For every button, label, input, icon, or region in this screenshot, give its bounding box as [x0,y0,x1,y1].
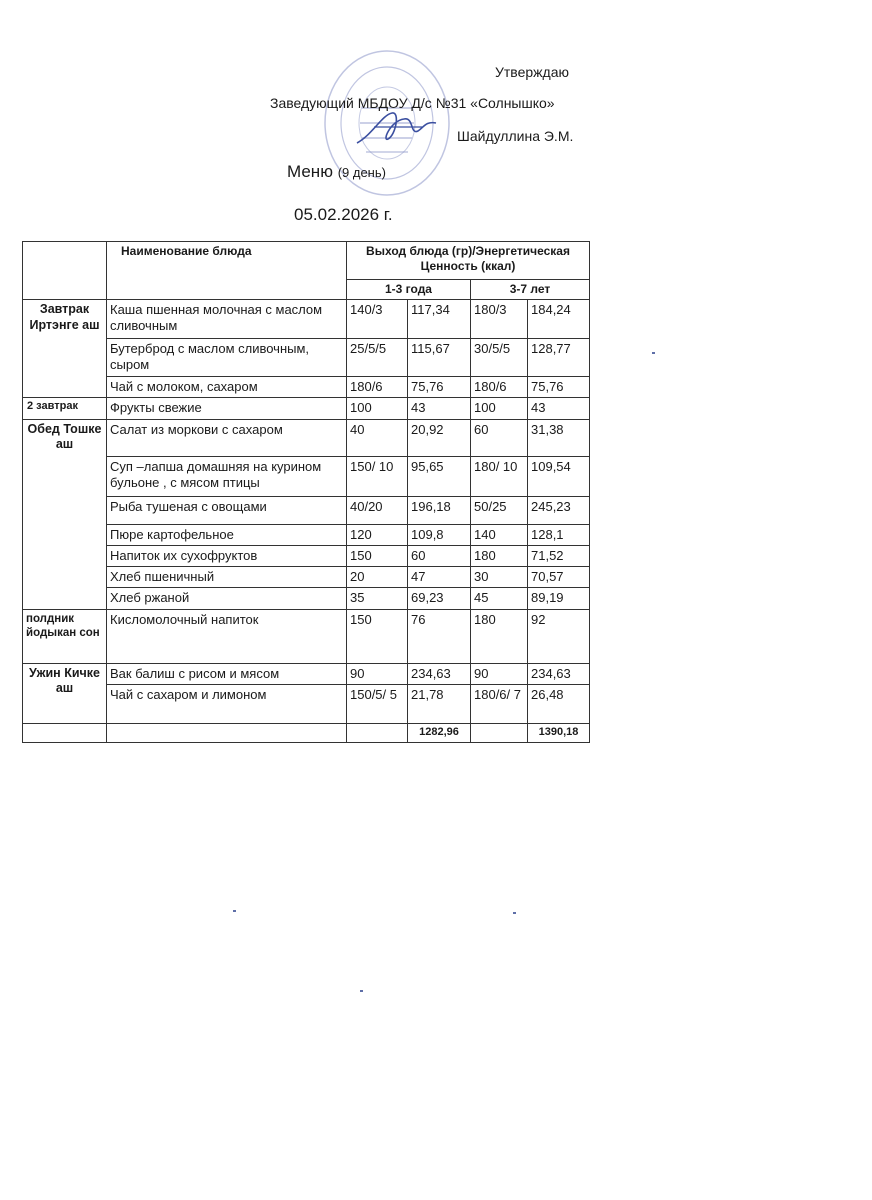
weight-2: 50/25 [471,496,528,524]
total-1: 1282,96 [408,723,471,742]
energy-2: 128,1 [528,524,590,545]
table-row [23,567,590,588]
menu-title-text: Меню [287,162,333,181]
table-row [23,684,590,723]
energy-1: 109,8 [408,524,471,545]
weight-1: 35 [347,588,408,609]
dish-cell: Рыба тушеная с овощами [107,496,347,524]
weight-1: 120 [347,524,408,545]
energy-1: 20,92 [408,419,471,456]
weight-2: 30/5/5 [471,339,528,377]
energy-2: 75,76 [528,377,590,398]
head-title: Заведующий МБДОУ Д/с №31 «Солнышко» [270,95,555,111]
table-row [23,456,590,496]
dish-cell: Напиток их сухофруктов [107,545,347,566]
table-row [23,609,590,663]
scan-speck [360,990,363,992]
dish-cell: Бутерброд с маслом сливочным, сыром [107,339,347,377]
energy-1: 76 [408,609,471,663]
signature [352,105,442,150]
table-row [23,377,590,398]
energy-2: 234,63 [528,663,590,684]
weight-1: 140/3 [347,300,408,339]
table-row [23,496,590,524]
weight-2: 180 [471,545,528,566]
approval-label: Утверждаю [495,64,569,80]
energy-1: 234,63 [408,663,471,684]
output-header: Выход блюда (гр)/Энергетическая Ценность (ккал) [347,242,590,280]
totals-row [23,723,590,742]
weight-1: 150 [347,609,408,663]
dish-cell: Фрукты свежие [107,398,347,419]
age-group-1: 1-3 года [347,280,471,300]
weight-2: 180/6 [471,377,528,398]
table-row [23,300,590,339]
meal-afternoon-snack: полдник йодыкан сон [23,609,107,663]
energy-2: 245,23 [528,496,590,524]
energy-1: 21,78 [408,684,471,723]
empty-cell [23,723,107,742]
weight-2: 60 [471,419,528,456]
weight-2: 180/6/ 7 [471,684,528,723]
weight-1: 25/5/5 [347,339,408,377]
table-row [23,588,590,609]
scan-speck [233,910,236,912]
dish-cell: Чай с молоком, сахаром [107,377,347,398]
weight-2: 90 [471,663,528,684]
weight-2: 140 [471,524,528,545]
meal-dinner: Ужин Кичке аш [23,663,107,723]
energy-1: 95,65 [408,456,471,496]
energy-1: 69,23 [408,588,471,609]
weight-1: 100 [347,398,408,419]
energy-1: 117,34 [408,300,471,339]
dish-cell: Каша пшенная молочная с маслом сливочным [107,300,347,339]
weight-2: 180/3 [471,300,528,339]
meal-header-cell [23,242,107,300]
dish-name-header: Наименование блюда [107,242,347,300]
energy-2: 70,57 [528,567,590,588]
weight-2: 45 [471,588,528,609]
weight-1: 40 [347,419,408,456]
energy-2: 128,77 [528,339,590,377]
meal-lunch: Обед Тошке аш [23,419,107,609]
energy-1: 43 [408,398,471,419]
meal-breakfast: Завтрак Иртэнге аш [23,300,107,398]
energy-2: 89,19 [528,588,590,609]
weight-2: 100 [471,398,528,419]
scan-speck [513,912,516,914]
energy-1: 60 [408,545,471,566]
total-2: 1390,18 [528,723,590,742]
dish-cell: Хлеб пшеничный [107,567,347,588]
energy-1: 75,76 [408,377,471,398]
energy-2: 71,52 [528,545,590,566]
menu-date: 05.02.2026 г. [294,205,393,224]
energy-2: 43 [528,398,590,419]
menu-table [22,241,590,743]
table-row [23,545,590,566]
weight-1: 20 [347,567,408,588]
meal-second-breakfast: 2 завтрак [23,398,107,419]
weight-1: 90 [347,663,408,684]
energy-2: 92 [528,609,590,663]
dish-cell: Чай с сахаром и лимоном [107,684,347,723]
dish-cell: Салат из моркови с сахаром [107,419,347,456]
menu-title [287,162,386,182]
empty-cell [107,723,347,742]
scan-speck [652,352,655,354]
weight-2: 180/ 10 [471,456,528,496]
weight-1: 150 [347,545,408,566]
weight-2: 180 [471,609,528,663]
table-row [23,419,590,456]
head-name: Шайдуллина Э.М. [457,128,574,144]
dish-cell: Пюре картофельное [107,524,347,545]
dish-cell: Суп –лапша домашняя на курином бульоне , с мясом птицы [107,456,347,496]
table-row [23,398,590,419]
empty-cell [471,723,528,742]
empty-cell [347,723,408,742]
energy-2: 26,48 [528,684,590,723]
dish-cell: Вак балиш с рисом и мясом [107,663,347,684]
table-row [23,524,590,545]
age-group-2: 3-7 лет [471,280,590,300]
weight-1: 180/6 [347,377,408,398]
energy-1: 115,67 [408,339,471,377]
weight-1: 150/ 10 [347,456,408,496]
table-row [23,663,590,684]
energy-2: 109,54 [528,456,590,496]
menu-subtitle: (9 день) [337,165,386,180]
dish-cell: Кисломолочный напиток [107,609,347,663]
weight-1: 150/5/ 5 [347,684,408,723]
dish-cell: Хлеб ржаной [107,588,347,609]
energy-1: 47 [408,567,471,588]
energy-1: 196,18 [408,496,471,524]
weight-1: 40/20 [347,496,408,524]
energy-2: 184,24 [528,300,590,339]
header-row [23,242,590,280]
table-row [23,339,590,377]
weight-2: 30 [471,567,528,588]
energy-2: 31,38 [528,419,590,456]
